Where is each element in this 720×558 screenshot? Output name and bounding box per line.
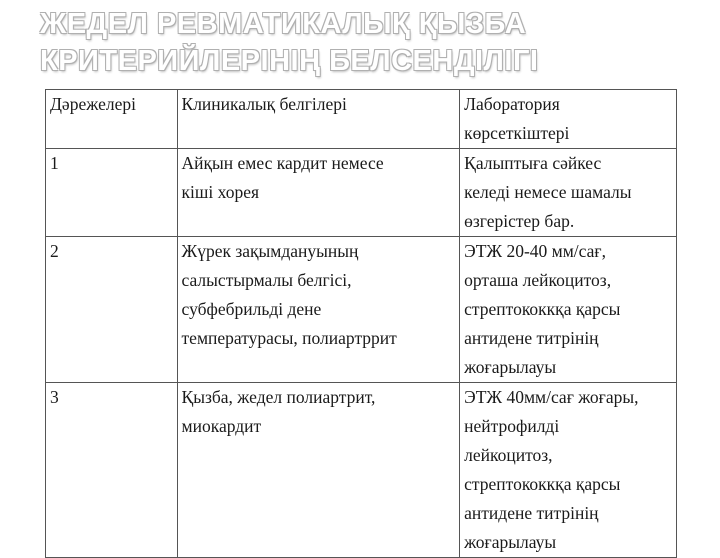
cell-line: 1 — [50, 153, 59, 173]
cell-line: стрептококкқа қарсы — [464, 299, 621, 319]
header-cell-clinical-signs — [177, 90, 460, 149]
cell-line: салыстырмалы белгісі, — [181, 270, 352, 290]
page-title-line-2: КРИТЕРИЙЛЕРІНІҢ БЕЛСЕНДІЛІГІ — [40, 45, 539, 77]
clinical-signs-cell — [177, 237, 460, 383]
table-header-row — [46, 90, 677, 149]
cell-line: Айқын емес кардит немесе — [181, 153, 384, 173]
header-cell-lab-indicators — [460, 90, 677, 149]
cell-line: антидене титрінің — [464, 503, 599, 523]
lab-indicators-cell — [460, 149, 677, 237]
cell-line: келеді немесе шамалы — [464, 182, 632, 202]
table-row — [46, 149, 677, 237]
cell-line: көрсеткіштері — [464, 123, 570, 143]
cell-line: Дәрежелері — [50, 94, 136, 114]
cell-line: жоғарылауы — [464, 532, 557, 552]
cell-line: нейтрофилді — [464, 416, 560, 436]
grade-cell — [46, 149, 178, 237]
cell-line: ЭТЖ 20-40 мм/сағ, — [464, 241, 606, 261]
clinical-signs-cell — [177, 149, 460, 237]
cell-line: кіші хорея — [181, 182, 260, 202]
cell-line: Лаборатория — [464, 94, 560, 114]
cell-line: стрептококкқа қарсы — [464, 474, 621, 494]
grade-cell — [46, 383, 178, 558]
cell-line: Клиникалық белгілері — [181, 94, 347, 114]
cell-line: температурасы, полиартррит — [181, 328, 397, 348]
cell-line: миокардит — [181, 416, 262, 436]
page-title — [40, 6, 700, 80]
criteria-table — [45, 89, 677, 558]
cell-line: лейкоцитоз, — [464, 445, 553, 465]
cell-line: жоғарылауы — [464, 357, 557, 377]
cell-line: 2 — [50, 241, 59, 261]
cell-line: 3 — [50, 387, 59, 407]
cell-line: субфебрильді дене — [181, 299, 322, 319]
cell-line: өзгерістер бар. — [464, 211, 575, 231]
table-row — [46, 237, 677, 383]
table-row — [46, 383, 677, 558]
lab-indicators-cell — [460, 237, 677, 383]
lab-indicators-cell — [460, 383, 677, 558]
cell-line: антидене титрінің — [464, 328, 599, 348]
cell-line: орташа лейкоцитоз, — [464, 270, 612, 290]
cell-line: Қызба, жедел полиартрит, — [181, 387, 376, 407]
cell-line: Қалыптыға сәйкес — [464, 153, 602, 173]
grade-cell — [46, 237, 178, 383]
clinical-signs-cell — [177, 383, 460, 558]
header-cell-grades — [46, 90, 178, 149]
cell-line: ЭТЖ 40мм/сағ жоғары, — [464, 387, 639, 407]
page-title-line-1: ЖЕДЕЛ РЕВМАТИКАЛЫҚ ҚЫЗБА — [40, 8, 527, 40]
cell-line: Жүрек зақымдануының — [181, 241, 359, 261]
